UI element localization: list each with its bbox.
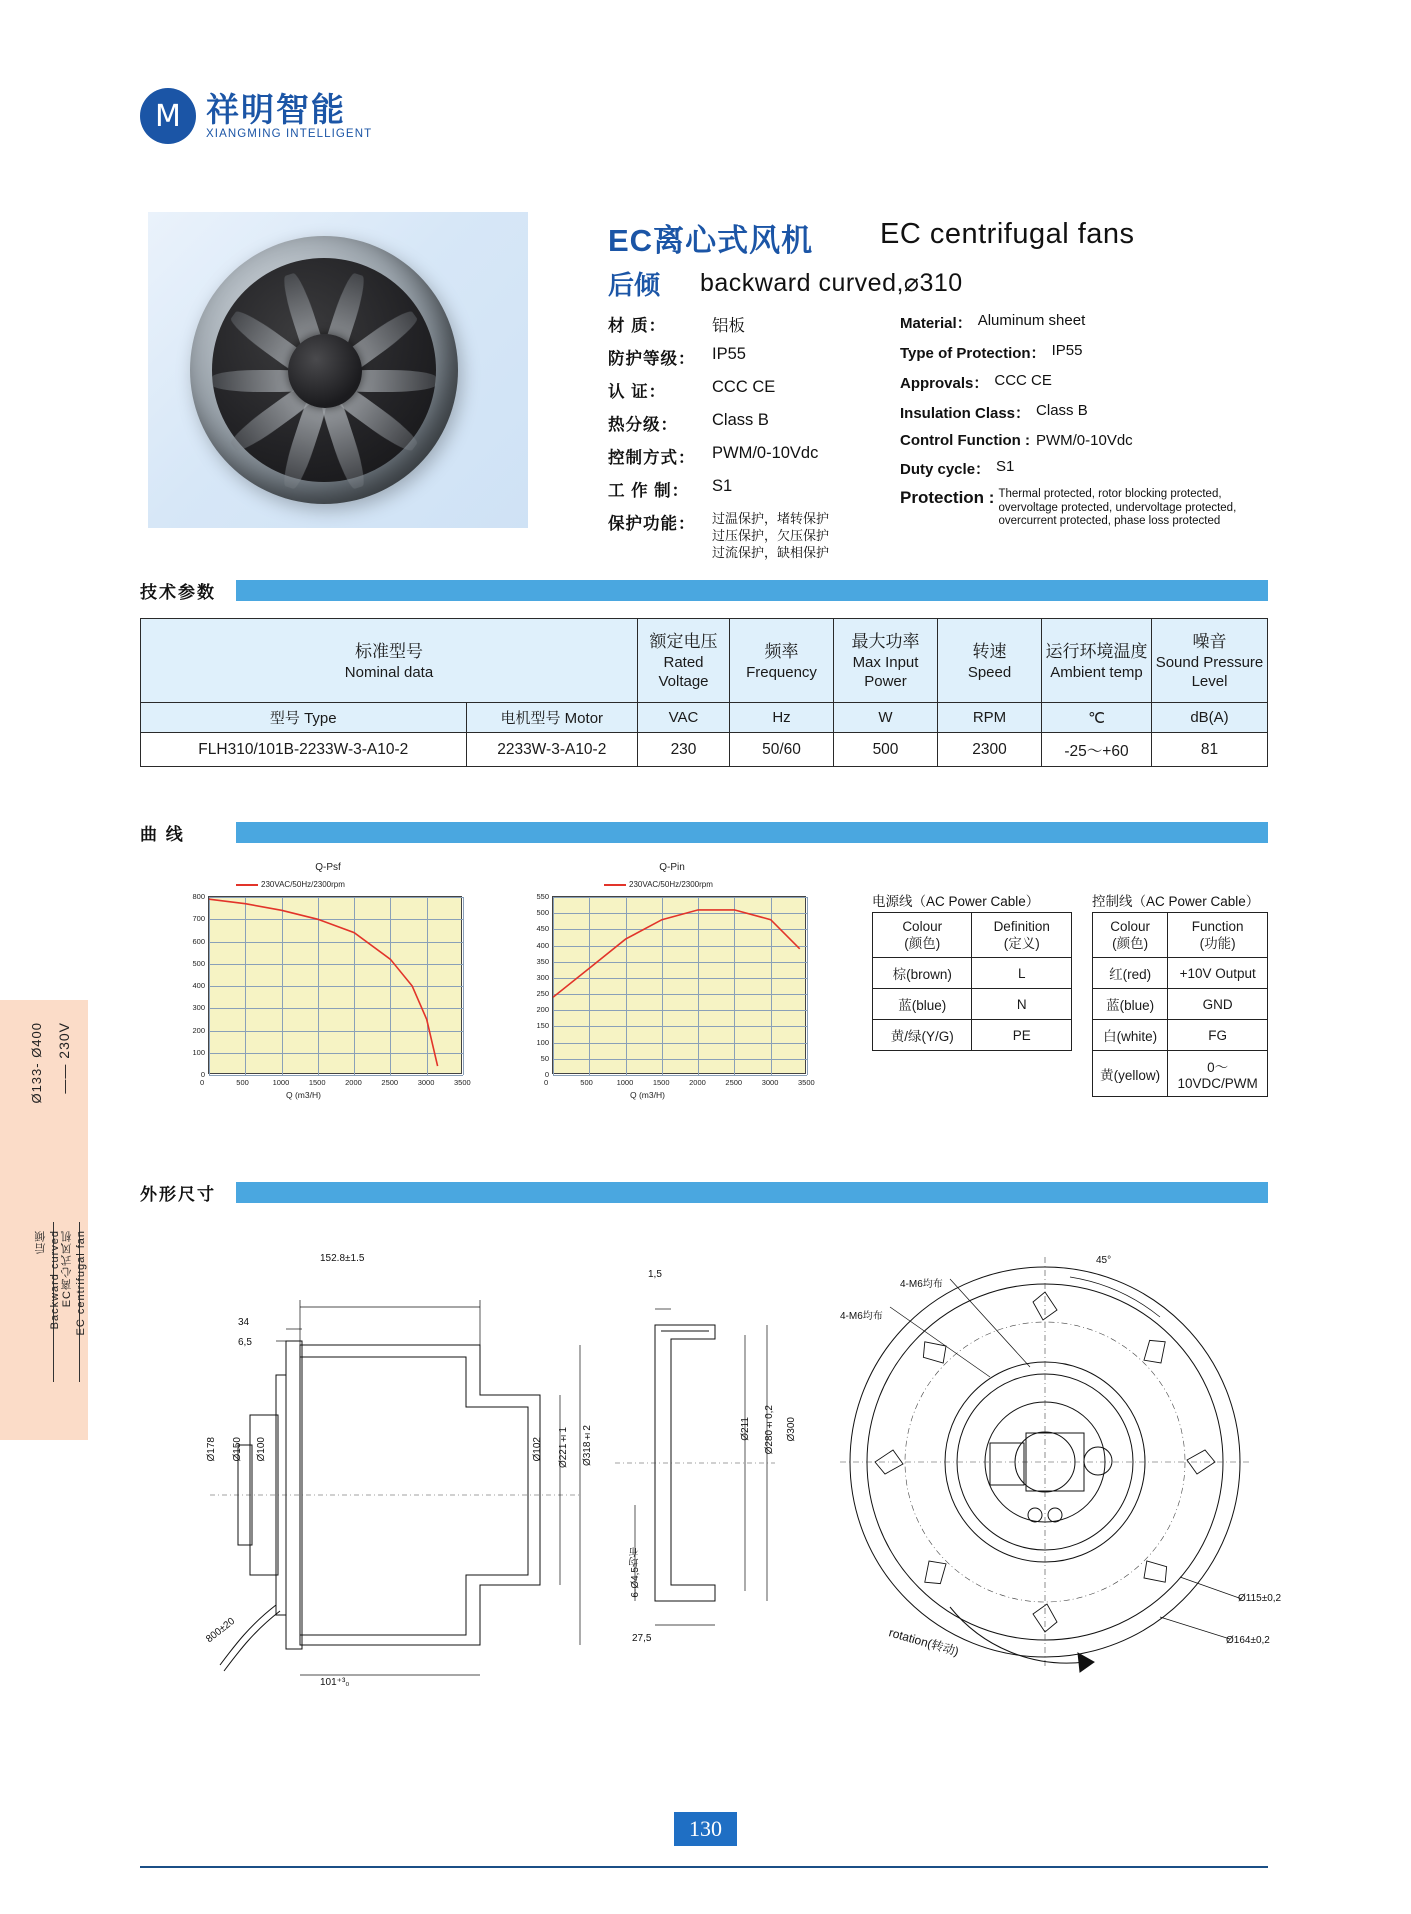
chart-legend	[236, 880, 345, 889]
chart-xtick: 2500	[381, 1078, 399, 1087]
cell-colour: 蓝(blue)	[1093, 989, 1168, 1020]
table-subheader-row	[141, 703, 1268, 733]
dim-d280: Ø280±0,2	[764, 1405, 775, 1455]
dim-800: 800±20	[204, 1615, 238, 1646]
header-en: Speed	[967, 663, 1012, 681]
spec-value: Class B	[712, 411, 769, 429]
chart-xtick: 500	[236, 1078, 249, 1087]
cell-function: GND	[1168, 989, 1268, 1020]
subheader-cell: 电机型号 Motor	[466, 703, 637, 733]
header-cn: 最大功率	[851, 632, 920, 651]
chart-xtick: 3000	[417, 1078, 435, 1087]
header-en: Sound Pressure Level	[1155, 654, 1264, 690]
dim-101: 101⁺³₀	[320, 1677, 350, 1688]
header-definition: Definition	[993, 919, 1050, 934]
spec-value: PWM/0-10Vdc	[712, 444, 819, 462]
spec-key: Insulation Class：	[900, 405, 1031, 422]
cell-sound: 81	[1152, 733, 1268, 767]
side-tab-en-curved: Backward curved	[49, 1230, 61, 1330]
spec-value: IP55	[712, 345, 746, 363]
chart-xtick: 2000	[345, 1078, 362, 1087]
chart-xtick: 1000	[616, 1078, 634, 1087]
spec-key: Approvals：	[900, 375, 989, 392]
cell-colour: 白(white)	[1093, 1020, 1168, 1051]
control-cable-title: 控制线（AC Power Cable）	[1092, 894, 1260, 909]
chart-gridline	[807, 897, 808, 1075]
section-label: 外形尺寸	[140, 1180, 224, 1205]
cell-power: 500	[834, 733, 938, 767]
chart-ytick: 0	[544, 1070, 549, 1079]
section-bar	[236, 580, 1268, 601]
spec-row	[900, 372, 1300, 393]
spec-key: 热分级：	[608, 416, 678, 434]
chart-series	[209, 897, 463, 1075]
chart-ytick: 300	[192, 1003, 205, 1013]
spec-row	[608, 312, 908, 336]
legend-label: 230VAC/50Hz/2300rpm	[261, 880, 345, 889]
chart-q-psf	[168, 862, 498, 1132]
page-subtitle-cn: 后倾	[608, 270, 661, 300]
chart-ytick: 0	[200, 1070, 205, 1079]
header-colour-cn: (颜色)	[1112, 936, 1149, 951]
subheader-cell: VAC	[638, 703, 730, 733]
spec-key: 材 质：	[608, 317, 667, 335]
table-row	[1093, 1051, 1268, 1097]
spec-row	[900, 342, 1300, 363]
header-cn: 频率	[764, 641, 799, 661]
table-header-row	[141, 619, 1268, 703]
chart-ytick: 550	[536, 892, 549, 901]
chart-ytick: 50	[540, 1053, 549, 1063]
spec-key: 工 作 制：	[608, 482, 690, 500]
spec-value: CCC CE	[712, 378, 776, 396]
chart-legend	[604, 880, 713, 889]
dim-152-8: 152.8±1.5	[320, 1253, 365, 1264]
chart-xtick: 3000	[761, 1078, 779, 1087]
dim-d221: Ø221±1	[558, 1427, 569, 1469]
spec-value: PWM/0-10Vdc	[1035, 432, 1133, 449]
header-en: Frequency	[746, 663, 817, 681]
cell-colour: 黄(yellow)	[1093, 1051, 1168, 1097]
chart-xtick: 1500	[308, 1078, 326, 1087]
subheader-cell: RPM	[938, 703, 1042, 733]
section-bar	[236, 1182, 1268, 1203]
page-title-en: EC centrifugal fans	[880, 218, 1135, 250]
header-en: Ambient temp	[1050, 663, 1143, 681]
side-tab-en-fan: EC centrifugal fan	[75, 1230, 87, 1336]
side-tab-voltage: —— 230V	[56, 1022, 72, 1094]
cell-colour: 黄/绿(Y/G)	[873, 1020, 972, 1051]
chart-ytick: 200	[192, 1025, 205, 1035]
spec-key: Protection :	[900, 488, 995, 507]
cell-function: FG	[1168, 1020, 1268, 1051]
dim-1-5: 1,5	[648, 1269, 662, 1280]
legend-label: 230VAC/50Hz/2300rpm	[629, 880, 713, 889]
protection-line: 过温保护，堵转保护	[712, 511, 830, 526]
dim-d178: Ø178	[206, 1437, 217, 1462]
front-view-drawing	[595, 1255, 795, 1695]
chart-xtick: 1000	[272, 1078, 290, 1087]
subheader-cell: ℃	[1042, 703, 1152, 733]
subheader-cell: W	[834, 703, 938, 733]
cell-definition: N	[972, 989, 1072, 1020]
side-tab	[0, 1000, 88, 1440]
chart-ytick: 300	[536, 972, 549, 982]
legend-line-icon	[604, 884, 626, 886]
cell-function: 0～10VDC/PWM	[1168, 1051, 1268, 1097]
cell-motor: 2233W-3-A10-2	[466, 733, 637, 767]
spec-value: Thermal protected, rotor blocking protected, overvoltage protected, undervoltage protected, overcurrent protected, phase loss protected	[998, 488, 1237, 527]
spec-row-protection	[900, 488, 1300, 529]
chart-title: Q-Pin	[659, 862, 685, 873]
chart-ytick: 350	[536, 956, 549, 966]
spec-value: 铝板	[712, 317, 745, 335]
spec-value: S1	[996, 458, 1015, 475]
chart-ytick: 100	[536, 1037, 549, 1047]
spec-value: Class B	[1036, 402, 1088, 419]
spec-key: 认 证：	[608, 383, 667, 401]
dim-6-5: 6,5	[238, 1337, 252, 1348]
side-tab-cn-curved: 后倾	[35, 1230, 47, 1254]
chart-series	[553, 897, 807, 1075]
spec-row	[900, 432, 1300, 449]
spec-row	[900, 312, 1300, 333]
header-cn: 标准型号	[355, 641, 423, 661]
header-colour: Colour	[902, 919, 943, 934]
chart-xtick: 3500	[454, 1078, 471, 1087]
control-cable-table	[1092, 912, 1268, 1097]
table-row	[873, 958, 1072, 989]
chart-ytick: 700	[192, 914, 205, 924]
chart-ytick: 150	[536, 1021, 549, 1031]
spec-key: 控制方式：	[608, 449, 696, 467]
cell-colour: 蓝(blue)	[873, 989, 972, 1020]
dim-d211: Ø211	[740, 1417, 751, 1441]
header-en: Nominal data	[344, 663, 434, 681]
dim-4-m6-1: 4-M6均布	[900, 1279, 943, 1290]
legend-line-icon	[236, 884, 258, 886]
section-label: 技术参数	[140, 578, 224, 603]
page-subtitle-en: backward curved,⌀310	[700, 269, 963, 297]
chart-plot-area	[208, 896, 462, 1074]
spec-key: Material：	[900, 315, 972, 332]
table-header-row	[873, 913, 1072, 958]
brand-logo	[140, 88, 372, 144]
section-bar	[236, 822, 1268, 843]
page-title-cn: EC离心式风机	[608, 223, 814, 258]
subheader-cell: Hz	[730, 703, 834, 733]
cell-speed: 2300	[938, 733, 1042, 767]
chart-xtick: 1500	[652, 1078, 670, 1087]
chart-xtick: 3500	[798, 1078, 815, 1087]
chart-xtick: 0	[544, 1078, 549, 1087]
chart-xlabel: Q (m3/H)	[286, 1090, 321, 1100]
header-cn: 噪音	[1192, 632, 1227, 651]
chart-plot-area	[552, 896, 806, 1074]
chart-ytick: 400	[536, 940, 549, 950]
chart-gridline	[209, 1075, 463, 1076]
cell-ambient: -25～+60	[1042, 733, 1152, 767]
cell-definition: PE	[972, 1020, 1072, 1051]
header-en: Rated Voltage	[658, 654, 709, 690]
protection-line: 过流保护，缺相保护	[712, 545, 830, 560]
spec-value: Aluminum sheet	[977, 312, 1086, 329]
table-row	[1093, 1020, 1268, 1051]
dim-d115: Ø115±0,2	[1238, 1593, 1282, 1604]
spec-value: IP55	[1051, 342, 1083, 359]
cell-function: +10V Output	[1168, 958, 1268, 989]
header-definition-cn: (定义)	[1003, 936, 1040, 951]
dimension-drawing	[140, 1225, 1282, 1790]
spec-row	[608, 345, 908, 369]
spec-list-en	[900, 312, 1300, 538]
subheader-cell: 型号 Type	[141, 703, 467, 733]
chart-ytick: 500	[192, 958, 205, 968]
table-row	[1093, 989, 1268, 1020]
section-dimensions	[140, 1180, 1268, 1206]
dim-45deg: 45°	[1096, 1255, 1112, 1266]
dim-d300: Ø300	[786, 1417, 797, 1442]
chart-ytick: 450	[536, 924, 549, 934]
spec-key: Control Function :	[900, 432, 1030, 449]
header-cn: 转速	[972, 641, 1007, 661]
page-number: 130	[674, 1812, 737, 1846]
dim-d100: Ø100	[256, 1437, 267, 1462]
spec-row	[900, 402, 1300, 423]
cell-colour: 棕(brown)	[873, 958, 972, 989]
dim-4-m6-2: 4-M6均布	[840, 1311, 883, 1322]
header-en: Max Input Power	[852, 654, 919, 690]
chart-title: Q-Psf	[315, 862, 341, 873]
cell-type: FLH310/101B-2233W-3-A10-2	[141, 733, 467, 767]
spec-value: CCC CE	[994, 372, 1052, 389]
product-photo	[148, 212, 528, 528]
spec-row	[608, 444, 908, 468]
chart-xtick: 2000	[689, 1078, 706, 1087]
spec-row-protection	[608, 510, 908, 561]
table-header-row	[1093, 913, 1268, 958]
table-row	[873, 989, 1072, 1020]
chart-gridline	[553, 1075, 807, 1076]
chart-ytick: 400	[192, 981, 205, 990]
dim-6xd4-5: 6-Ø4,5均布	[630, 1547, 641, 1598]
chart-xtick: 0	[200, 1078, 205, 1087]
dim-rotation: rotation(转动)	[887, 1625, 961, 1659]
chart-xlabel: Q (m3/H)	[630, 1090, 665, 1100]
chart-ytick: 600	[192, 936, 205, 946]
section-tech-params	[140, 578, 1268, 604]
cell-frequency: 50/60	[730, 733, 834, 767]
header-cn: 额定电压	[649, 632, 718, 651]
protection-line: 过压保护，欠压保护	[712, 528, 830, 543]
chart-q-pin	[512, 862, 842, 1132]
spec-value: S1	[712, 477, 733, 495]
power-cable-title: 电源线（AC Power Cable）	[872, 894, 1040, 909]
logo-company-en: XIANGMING INTELLIGENT	[206, 128, 373, 140]
chart-ytick: 500	[536, 908, 549, 918]
header-cn: 运行环境温度	[1045, 641, 1148, 661]
chart-xtick: 2500	[725, 1078, 743, 1087]
spec-row	[608, 378, 908, 402]
chart-ytick: 800	[192, 892, 205, 901]
dim-d150: Ø150	[232, 1437, 243, 1462]
cell-colour: 红(red)	[1093, 958, 1168, 989]
power-cable-table	[872, 912, 1072, 1051]
chart-ytick: 200	[536, 1005, 549, 1015]
table-row	[141, 733, 1268, 767]
chart-xtick: 500	[580, 1078, 593, 1087]
chart-ytick: 250	[536, 989, 549, 999]
dim-34: 34	[238, 1317, 250, 1328]
section-label: 曲 线	[140, 820, 193, 845]
dim-d102: Ø102	[532, 1437, 543, 1462]
table-row	[1093, 958, 1268, 989]
spec-key: 防护等级：	[608, 350, 696, 368]
spec-row	[608, 477, 908, 501]
dim-d164: Ø164±0,2	[1226, 1635, 1270, 1646]
cell-voltage: 230	[638, 733, 730, 767]
header-function-cn: (功能)	[1199, 936, 1236, 951]
footer-rule	[140, 1866, 1268, 1868]
table-row	[873, 1020, 1072, 1051]
subheader-cell: dB(A)	[1152, 703, 1268, 733]
spec-list-cn	[608, 312, 908, 570]
header-colour: Colour	[1110, 919, 1151, 934]
section-curves	[140, 820, 1268, 846]
logo-mark-icon: M	[140, 88, 196, 144]
dim-27-5: 27,5	[632, 1633, 652, 1644]
header-function: Function	[1191, 919, 1244, 934]
impeller-hub	[288, 334, 362, 408]
spec-row	[900, 458, 1300, 479]
cell-definition: L	[972, 958, 1072, 989]
side-tab-cn-fan: EC离心式风机	[61, 1230, 73, 1308]
logo-company-cn: 祥明智能	[206, 91, 346, 128]
spec-key: Duty cycle：	[900, 461, 991, 478]
dim-d318: Ø318±2	[582, 1425, 593, 1467]
side-tab-diameter: Ø133- Ø400	[29, 1022, 44, 1104]
tech-params-table	[140, 618, 1268, 767]
header-colour-cn: (颜色)	[904, 936, 941, 951]
spec-row	[608, 411, 908, 435]
chart-gridline	[463, 897, 464, 1075]
chart-ytick: 100	[192, 1047, 205, 1057]
spec-key: 保护功能：	[608, 515, 696, 533]
spec-key: Type of Protection：	[900, 345, 1046, 362]
